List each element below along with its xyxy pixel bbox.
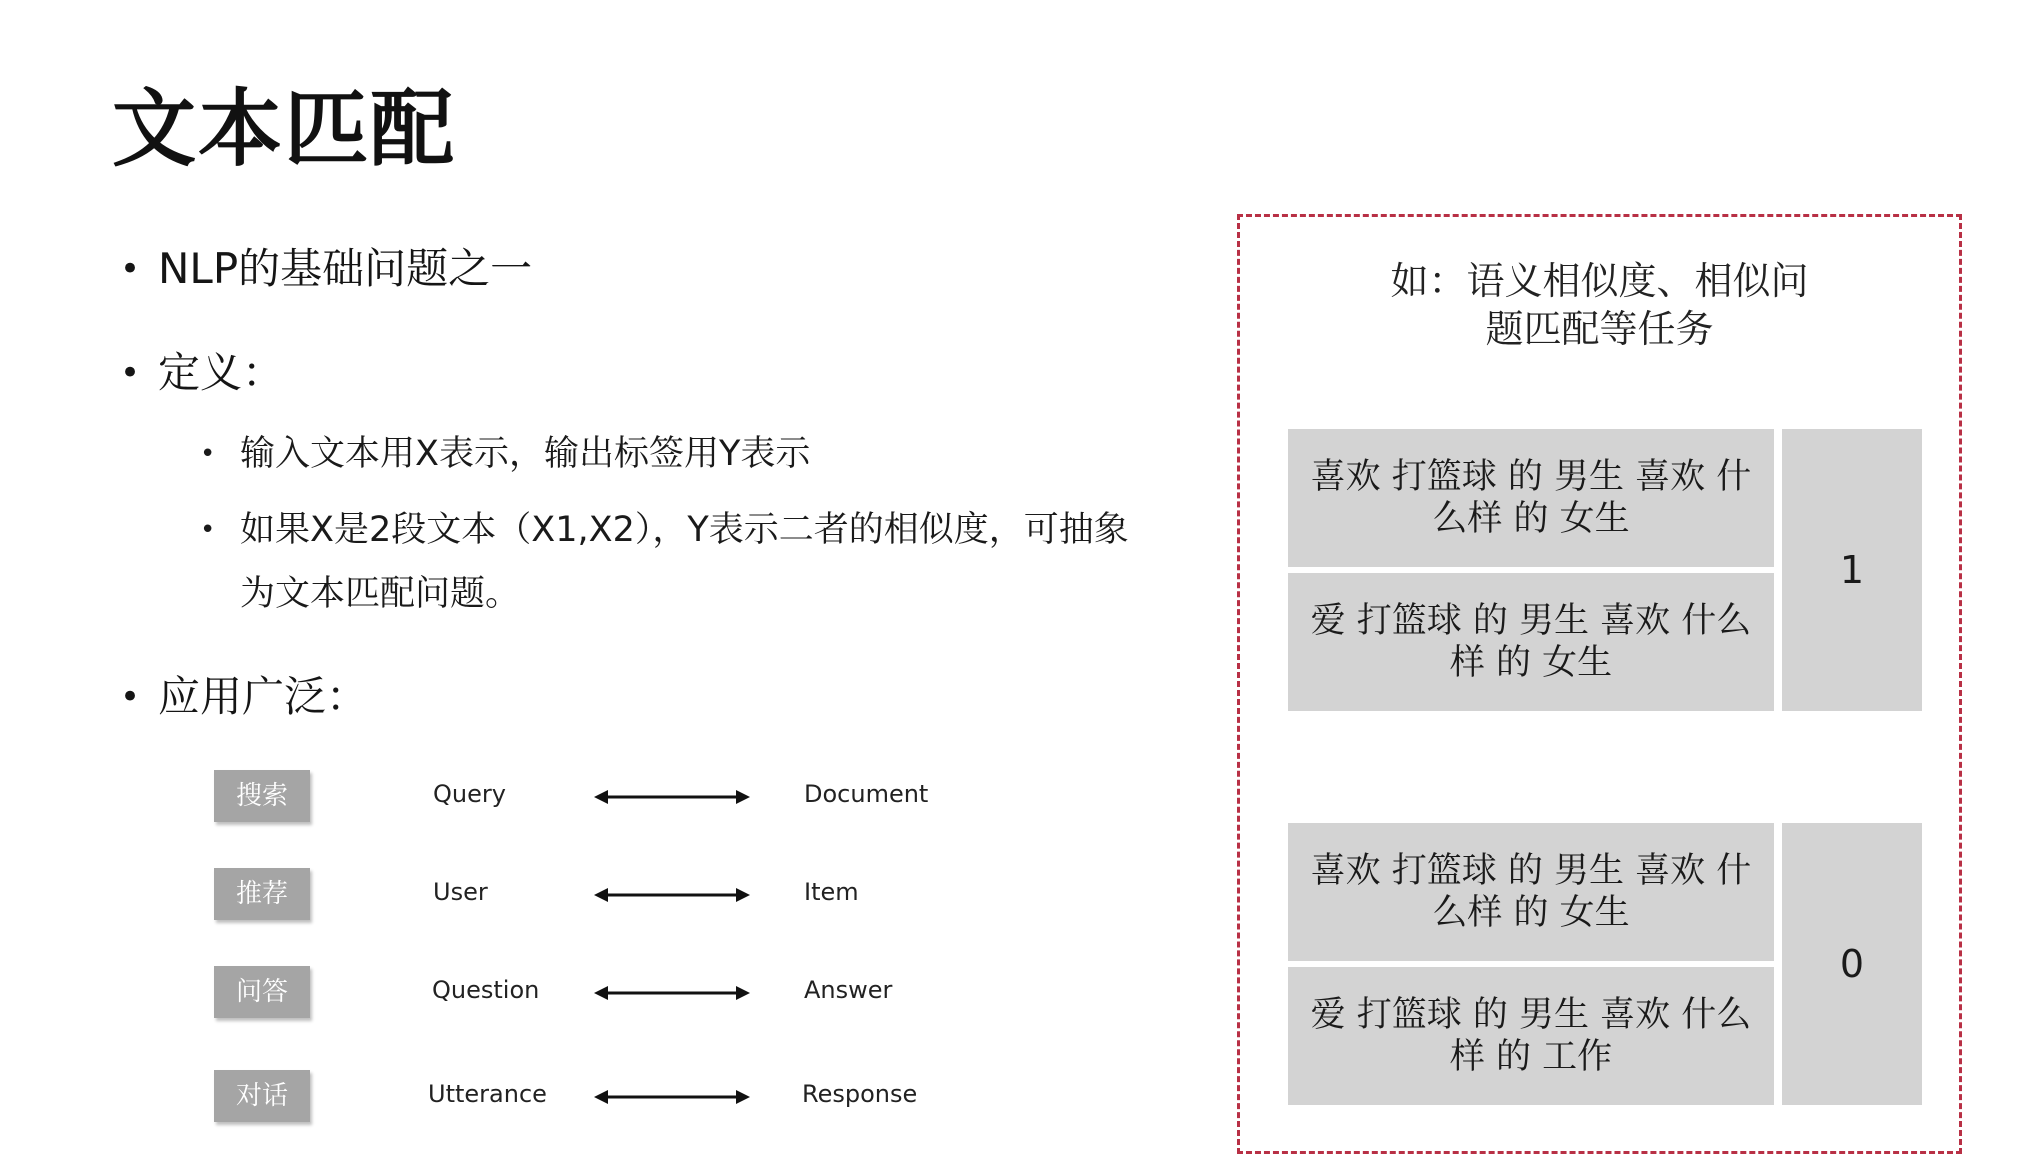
application-row-dialogue <box>0 1070 1000 1130</box>
bullet-nlp-basic-text: NLP的基础问题之一 <box>158 244 533 293</box>
pair-1-text-a: 喜欢 打篮球 的 男生 喜欢 什么样 的 女生 <box>1288 429 1774 567</box>
tag-search: 搜索 <box>214 770 310 822</box>
bullet-definition-text: 定义： <box>158 348 285 397</box>
double-arrow-icon <box>594 782 750 812</box>
term-utterance: Utterance <box>428 1080 547 1108</box>
definition-item-2-line2: 为文本匹配问题。 <box>240 574 521 614</box>
double-arrow-icon <box>594 978 750 1008</box>
application-row-recommend <box>0 868 1000 928</box>
term-user: User <box>433 878 488 906</box>
pair-2-text-a: 喜欢 打篮球 的 男生 喜欢 什么样 的 女生 <box>1288 823 1774 961</box>
term-answer: Answer <box>804 976 893 1004</box>
pair-1-label: 1 <box>1782 429 1922 711</box>
definition-item-1-text: 输入文本用X表示，输出标签用Y表示 <box>240 434 811 474</box>
definition-item-2-line1: 如果X是2段文本（X1,X2），Y表示二者的相似度，可抽象 <box>240 510 1129 550</box>
term-question: Question <box>432 976 540 1004</box>
term-query: Query <box>433 780 506 808</box>
slide-title: 文本匹配 <box>112 80 457 178</box>
tag-qa: 问答 <box>214 966 310 1018</box>
tag-recommend: 推荐 <box>214 868 310 920</box>
pair-1-text-b: 爱 打篮球 的 男生 喜欢 什么样 的 女生 <box>1288 573 1774 711</box>
example-caption <box>1240 257 1959 353</box>
term-document: Document <box>804 780 929 808</box>
application-row-qa <box>0 966 1000 1026</box>
term-item: Item <box>804 878 859 906</box>
example-caption-line2: 题匹配等任务 <box>1485 307 1714 351</box>
tag-dialogue: 对话 <box>214 1070 310 1122</box>
example-caption-line1: 如：语义相似度、相似问 <box>1390 259 1809 303</box>
application-row-search <box>0 770 1000 830</box>
double-arrow-icon <box>594 880 750 910</box>
bullet-applications-text: 应用广泛： <box>158 672 369 721</box>
example-panel <box>1237 214 1962 1154</box>
pair-2-label: 0 <box>1782 823 1922 1105</box>
term-response: Response <box>802 1080 918 1108</box>
pair-2-text-b: 爱 打篮球 的 男生 喜欢 什么样 的 工作 <box>1288 967 1774 1105</box>
double-arrow-icon <box>594 1082 750 1112</box>
